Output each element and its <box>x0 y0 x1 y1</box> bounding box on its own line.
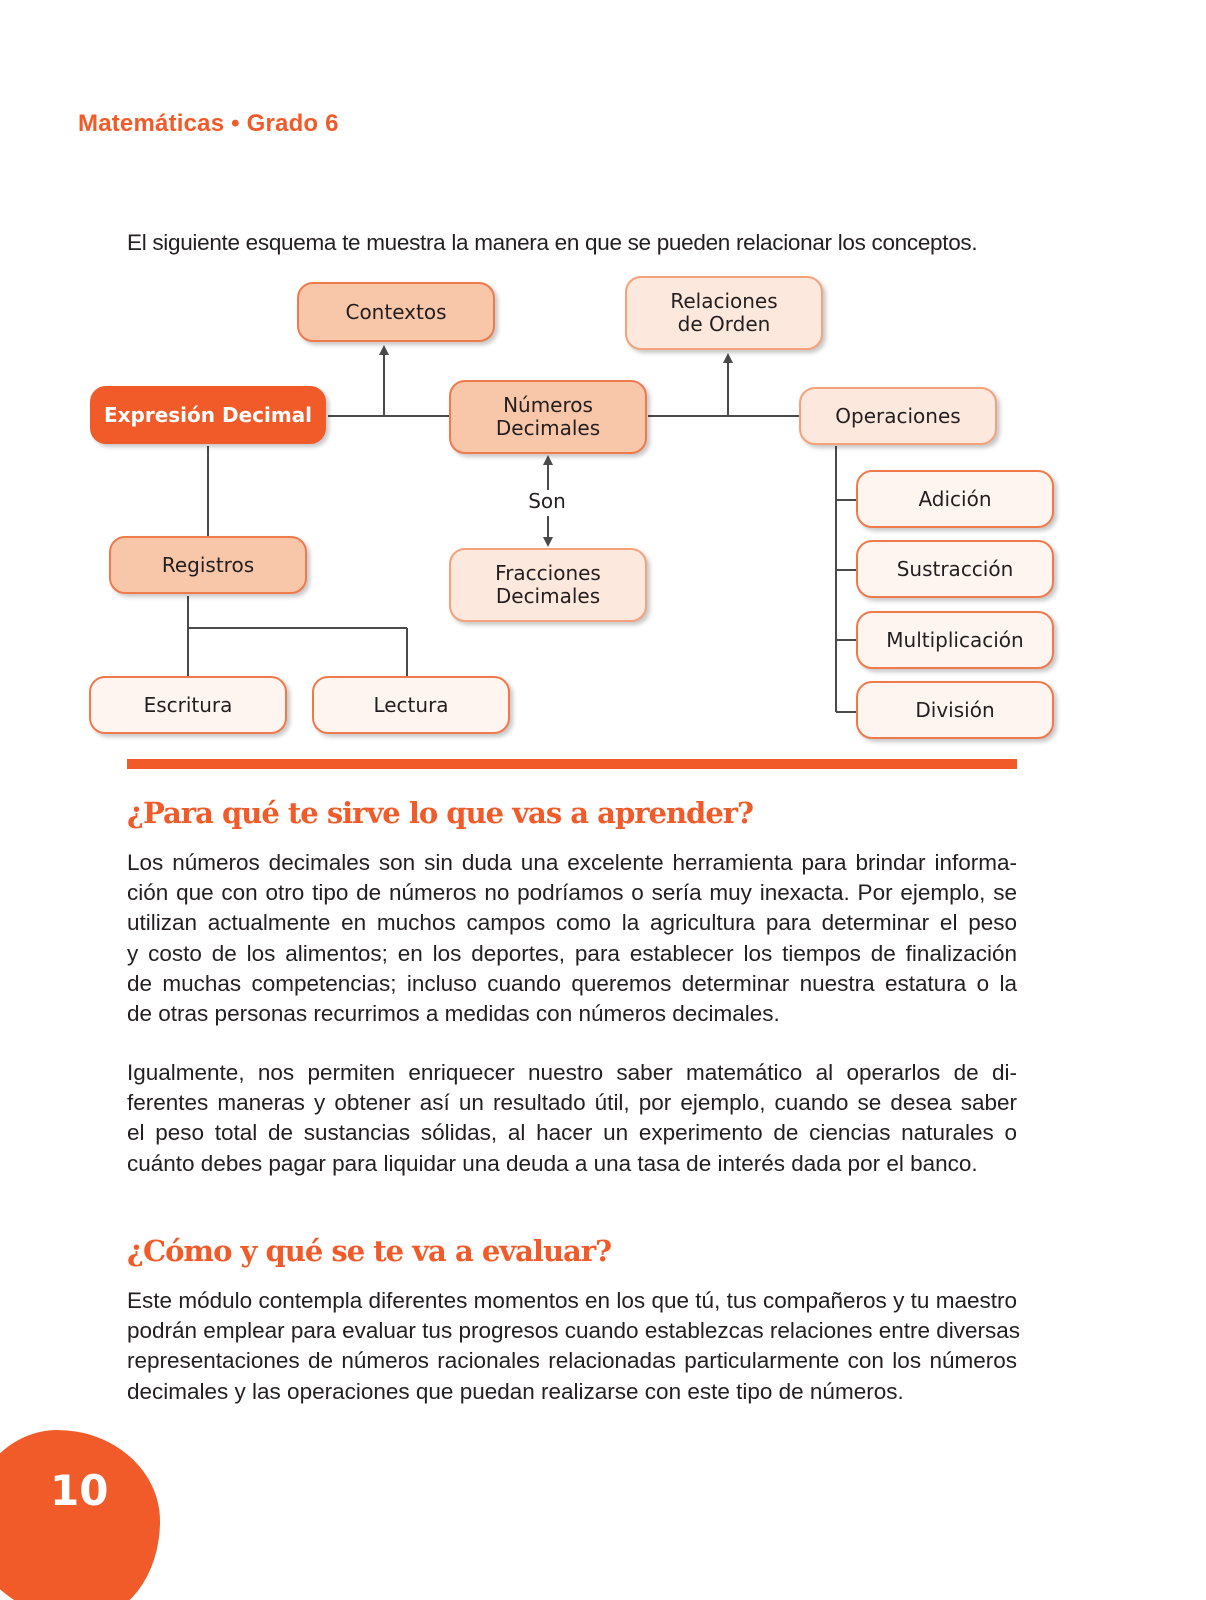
node-label-line2: Decimales <box>495 584 601 608</box>
section-divider <box>127 759 1017 769</box>
text-line: cuánto debes pagar para liquidar una deuda a una tasa de interés dada por el banco. <box>127 1150 978 1176</box>
node-label: Sustracción <box>896 556 1014 581</box>
section1-paragraph2 <box>127 1058 1017 1179</box>
node-label: Expresión Decimal <box>103 402 313 427</box>
node-sustraccion <box>856 540 1054 598</box>
text-line: el peso total de sustancias sólidas, al hacer un experimento de ciencias naturales o <box>127 1120 1017 1146</box>
text-line: Los números decimales son sin duda una excelente herramienta para brindar informa- <box>127 850 1017 875</box>
node-label-line1: Fracciones <box>495 561 601 585</box>
section1-heading: ¿Para qué te sirve lo que vas a aprender? <box>127 796 754 830</box>
text-line: de otras personas recurrimos a medidas con números decimales. <box>127 1001 780 1027</box>
node-lectura <box>312 676 510 734</box>
node-label: Escritura <box>143 692 233 717</box>
text-line: ferentes maneras y obtener así un resultado útil, por ejemplo, cuando se desea saber <box>127 1090 1017 1116</box>
page-number-badge <box>0 1430 160 1600</box>
node-label-line1: Números <box>503 393 593 417</box>
text-line: Este módulo contempla diferentes momentos en los que tú, tus compañeros y tu maestro <box>127 1288 1017 1313</box>
node-adicion <box>856 470 1054 528</box>
text-line: decimales y las operaciones que puedan realizarse con este tipo de números. <box>127 1378 904 1404</box>
node-registros <box>109 536 307 594</box>
node-division <box>856 681 1054 739</box>
page-number: 10 <box>50 1466 109 1515</box>
text-line: de muchas competencias; incluso cuando queremos determinar nuestra estatura o la <box>127 970 1017 996</box>
node-label-line2: Decimales <box>495 416 601 440</box>
node-multiplicacion <box>856 611 1054 669</box>
intro-text: El siguiente esquema te muestra la manera en que se pueden relacionar los conceptos. <box>127 230 978 255</box>
node-relaciones-de-orden <box>625 276 823 350</box>
node-label: Lectura <box>373 692 449 717</box>
node-label-line1: Relaciones <box>670 289 778 313</box>
section2-heading: ¿Cómo y qué se te va a evaluar? <box>127 1234 612 1268</box>
node-label: Contextos <box>345 299 447 324</box>
node-operaciones <box>799 387 997 445</box>
text-line: utilizan actualmente en muchos campos como la agricultura para determinar el peso <box>127 910 1017 936</box>
section1-paragraph1 <box>127 848 1017 1029</box>
son-label: Son <box>528 489 566 513</box>
node-contextos <box>297 282 495 342</box>
text-line: ción que con otro tipo de números no podríamos o sería muy inexacta. Por ejemplo, se <box>127 880 1017 906</box>
node-label-line2: de Orden <box>677 312 771 336</box>
node-label: Operaciones <box>835 403 961 428</box>
node-label: Adición <box>918 486 992 511</box>
node-label: Registros <box>161 552 255 577</box>
node-expresion-decimal <box>90 386 326 444</box>
node-numeros-decimales <box>449 380 647 454</box>
text-line: Igualmente, nos permiten enriquecer nuestro saber matemático al operarlos de di- <box>127 1060 1017 1085</box>
node-label: Multiplicación <box>886 627 1024 652</box>
node-fracciones-decimales <box>449 548 647 622</box>
text-line: representaciones de números racionales relacionadas particularmente con los números <box>127 1348 1017 1374</box>
concept-map <box>0 270 1206 770</box>
text-line: podrán emplear para evaluar tus progresos cuando establezcas relaciones entre diversas <box>127 1318 1021 1344</box>
text-line: y costo de los alimentos; en los deportes, para establecer los tiempos de finalización <box>127 940 1017 966</box>
page-header: Matemáticas • Grado 6 <box>78 110 339 137</box>
section2-paragraph1 <box>127 1286 1021 1407</box>
node-label: División <box>915 697 995 722</box>
node-escritura <box>89 676 287 734</box>
